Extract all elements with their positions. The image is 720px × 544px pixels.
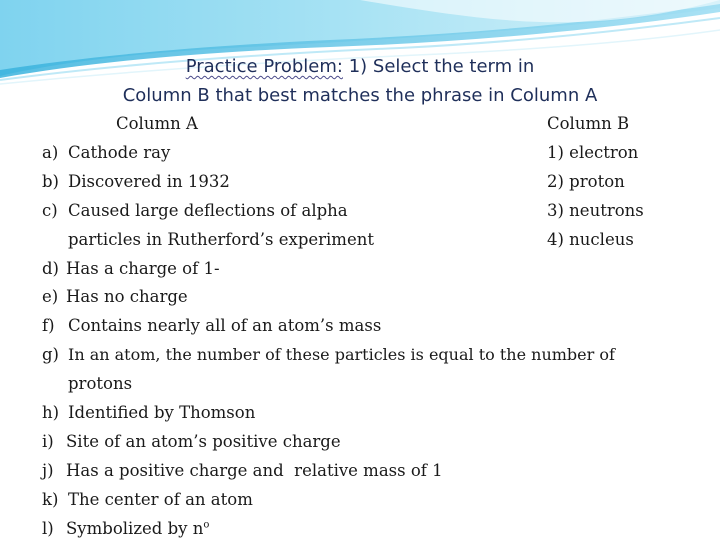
column-a-item	[42, 255, 672, 284]
item-text: Contains nearly all of an atom’s mass	[68, 316, 382, 336]
item-marker: g)	[42, 345, 59, 365]
item-text: In an atom, the number of these particles is equal to the number of	[68, 345, 615, 365]
item-marker: l)	[42, 518, 54, 538]
title-highlight: Practice Problem:	[185, 56, 343, 77]
column-a-item	[42, 283, 672, 312]
item-marker: d)	[42, 258, 59, 278]
title-rest: 1) Select the term in	[342, 56, 535, 77]
item-marker: j)	[42, 460, 54, 480]
column-a-item	[42, 399, 672, 428]
item-marker: f)	[42, 316, 55, 336]
item-marker: c)	[42, 200, 58, 220]
column-b-item: 2) proton	[547, 171, 625, 191]
column-a-item	[42, 428, 672, 457]
item-text: Identified by Thomson	[68, 403, 256, 423]
item-continuation: particles in Rutherford’s experiment	[68, 229, 374, 249]
item-text: Discovered in 1932	[68, 171, 230, 191]
column-a-header: Column A	[116, 114, 198, 133]
column-a-item	[42, 486, 672, 515]
column-a-item	[42, 457, 672, 486]
title-line-1	[0, 52, 720, 81]
item-text: Site of an atom’s positive charge	[66, 431, 341, 451]
item-marker: e)	[42, 287, 59, 307]
item-text: Caused large deflections of alpha	[68, 200, 348, 220]
column-a-item	[42, 312, 672, 341]
column-a-item	[42, 515, 672, 544]
column-b-header: Column B	[547, 114, 630, 133]
item-text: Has a charge of 1-	[66, 258, 220, 278]
item-continuation: protons	[68, 374, 133, 394]
item-marker: h)	[42, 403, 60, 423]
column-b-item: 1) electron	[547, 142, 639, 162]
item-text: The center of an atom	[68, 489, 253, 509]
item-marker: k)	[42, 489, 59, 509]
item-marker: b)	[42, 171, 59, 191]
column-a-item	[42, 341, 672, 370]
title-line-2: Column B that best matches the phrase in Column A	[122, 85, 598, 106]
item-marker: i)	[42, 431, 54, 451]
item-text: Cathode ray	[68, 142, 171, 162]
column-b-item: 3) neutrons	[547, 200, 644, 220]
column-b-item: 4) nucleus	[547, 229, 634, 249]
item-marker: a)	[42, 142, 59, 162]
column-b	[547, 110, 697, 255]
item-superscript: o	[203, 519, 210, 531]
item-text: Has a positive charge and relative mass of 1	[66, 460, 443, 480]
item-text: Symbolized by n	[66, 518, 204, 538]
slide-title	[0, 52, 720, 110]
item-text: Has no charge	[66, 287, 188, 307]
